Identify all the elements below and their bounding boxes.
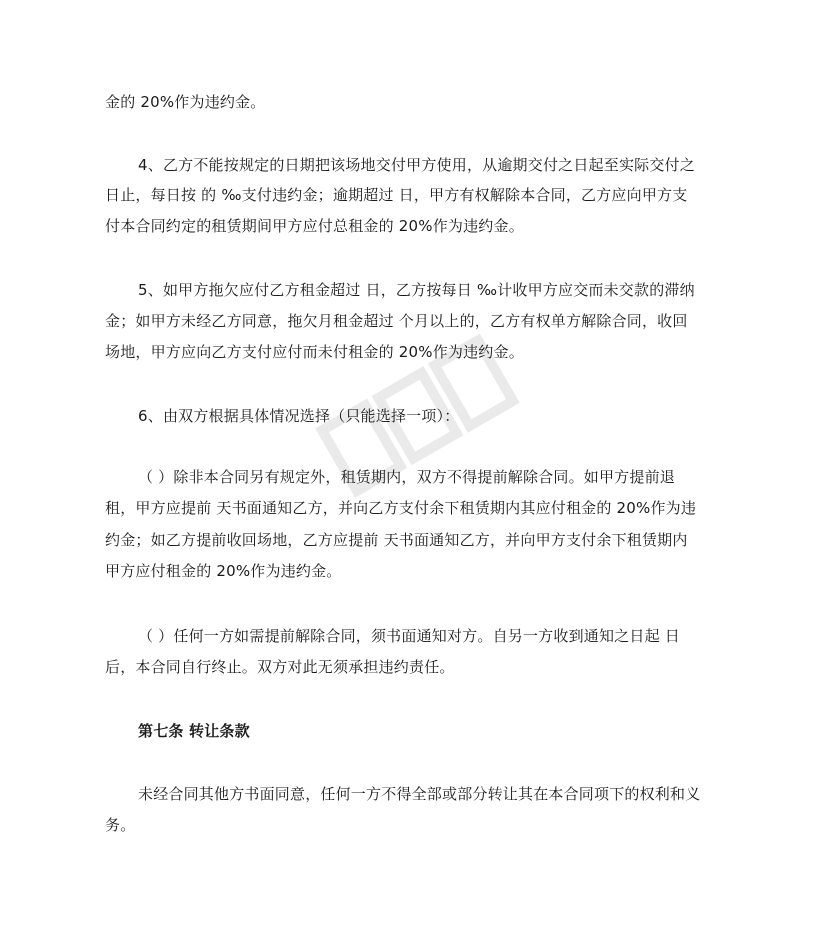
text-line: 金的 20%作为违约金。 [105, 93, 266, 111]
text-line: （ ）除非本合同另有规定外，租赁期内，双方不得提前解除合同。如甲方提前退 [138, 468, 675, 486]
text-line: 务。 [105, 816, 136, 834]
text-line: 未经合同其他方书面同意，任何一方不得全部或部分转让其在本合同项下的权利和义 [138, 785, 701, 803]
text-line: 5、如甲方拖欠应付乙方租金超过 日，乙方按每日 ‰计收甲方应交而未交款的滞纳 [138, 281, 695, 299]
text-line: 场地，甲方应向乙方支付应付而未付租金的 20%作为违约金。 [105, 343, 524, 361]
text-line: 租，甲方应提前 天书面通知乙方，并向乙方支付余下租赁期内其应付租金的 20%作为违 [105, 499, 697, 517]
text-line: 付本合同约定的租赁期间甲方应付总租金的 20%作为违约金。 [105, 217, 524, 235]
text-line: 金；如甲方未经乙方同意，拖欠月租金超过 个月以上的，乙方有权单方解除合同，收回 [105, 312, 688, 330]
text-line: 甲方应付租金的 20%作为违约金。 [105, 562, 342, 580]
text-line: 日止，每日按 的 ‰支付违约金；逾期超过 日，甲方有权解除本合同，乙方应向甲方支 [105, 186, 688, 204]
text-line: 约金；如乙方提前收回场地，乙方应提前 天书面通知乙方，并向甲方支付余下租赁期内 [105, 531, 688, 549]
text-line: 后，本合同自行终止。双方对此无须承担违约责任。 [105, 658, 455, 676]
text-line: 4、乙方不能按规定的日期把该场地交付甲方使用，从逾期交付之日起至实际交付之 [138, 156, 695, 174]
section-heading: 第七条 转让条款 [138, 722, 250, 740]
text-line: 6、由双方根据具体情况选择（只能选择一项）： [138, 407, 460, 425]
text-line: （ ）任何一方如需提前解除合同，须书面通知对方。自另一方收到通知之日起 日 [138, 627, 680, 645]
